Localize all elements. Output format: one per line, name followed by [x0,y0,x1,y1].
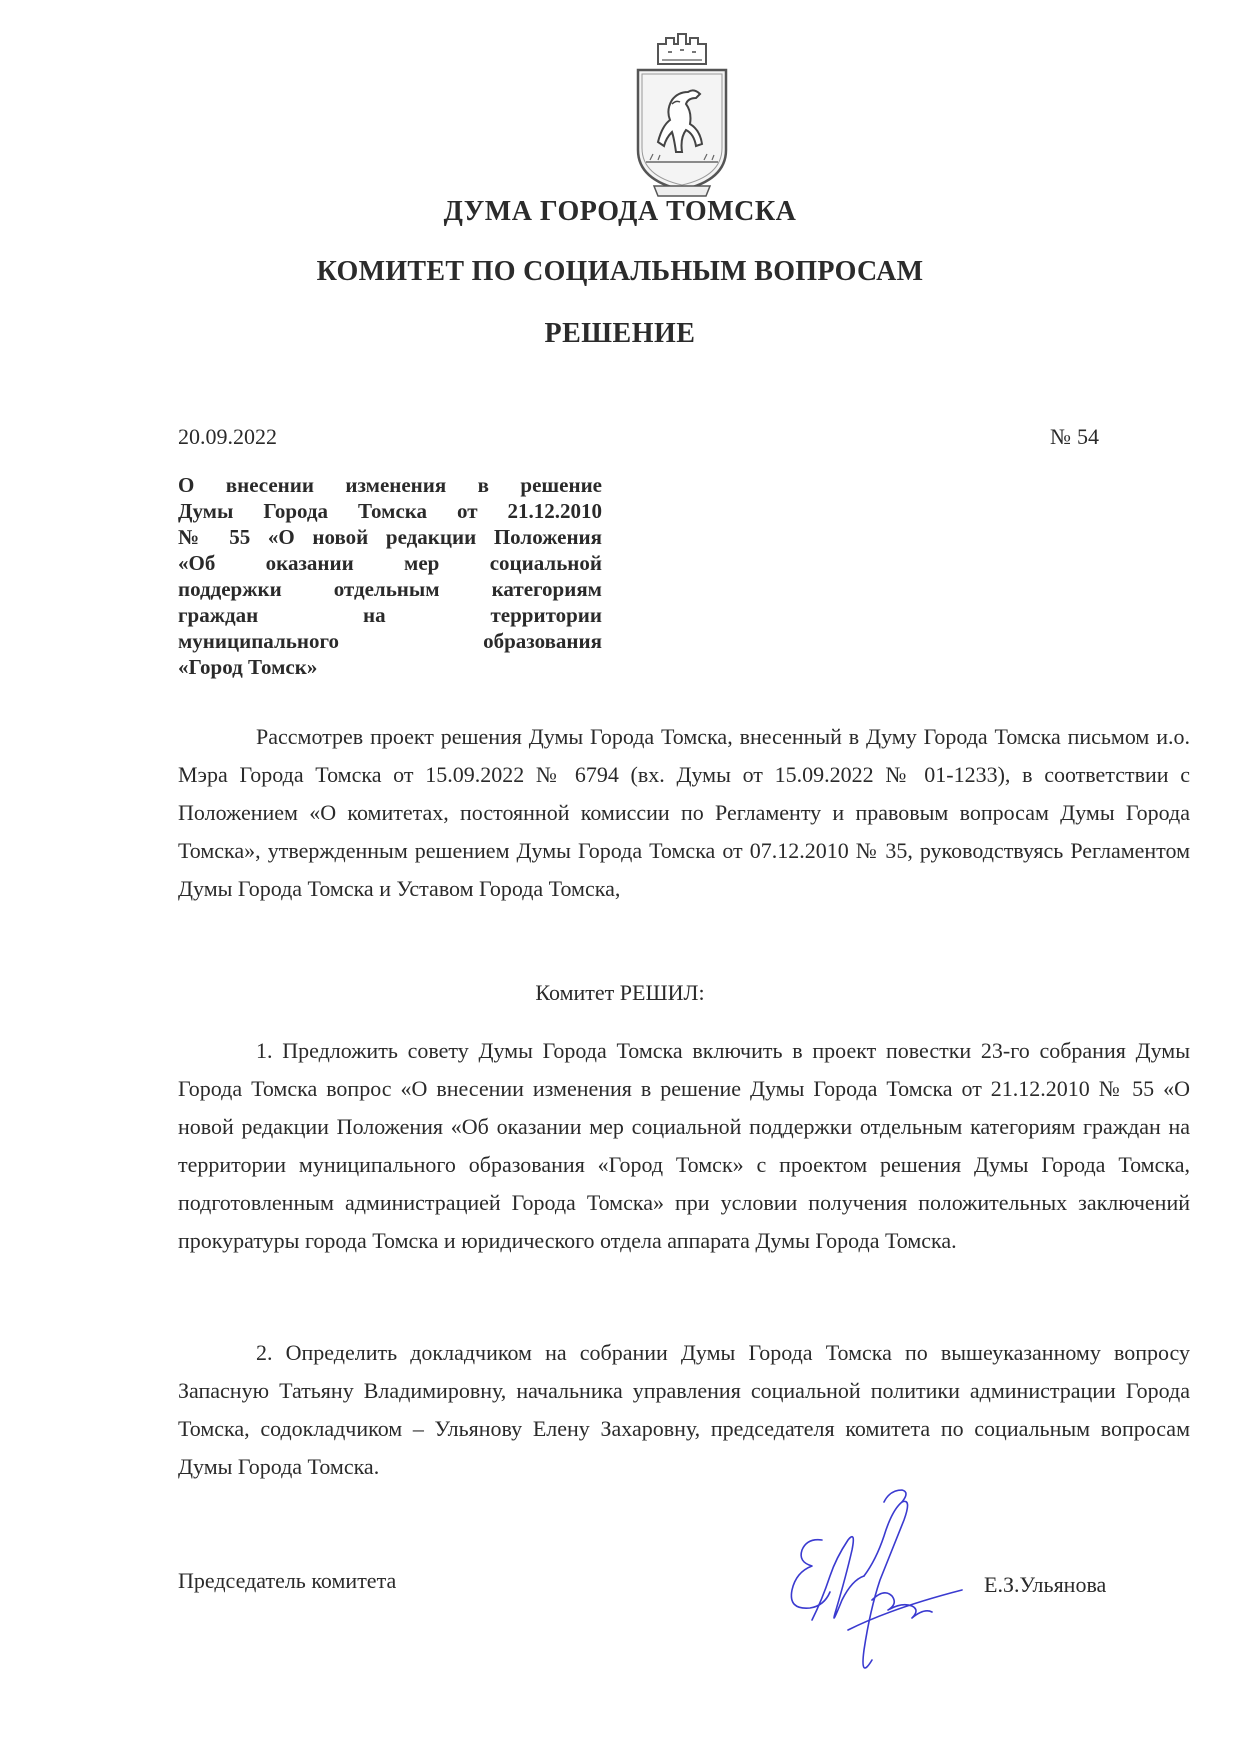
subject-line: «Об оказании мер социальной [178,551,602,575]
subject-line: граждан на территории [178,603,602,627]
decision-subject [178,472,602,680]
signatory-name: Е.З.Ульянова [984,1572,1107,1597]
resolution-item-2: 2. Определить докладчиком на собрании Думы Города Томска по вышеуказанному вопросу Запасную Татьяну Владимировну, начальника управления социальной политики администрации Города Томска, содокладчиком – Ульянову Елену Захаровну, председателя комитета по социальным вопросам Думы Города Томска. [178,1340,1190,1479]
signatory-position: Председатель комитета [178,1568,397,1593]
resolution-item-1: 1. Предложить совету Думы Города Томска включить в проект повестки 23-го собрания Думы Города Томска вопрос «О внесении изменения в решение Думы Города Томска от 21.12.2010 № 55 «О новой редакции Положения «Об оказании мер социальной поддержки отдельным категориям граждан на территории муниципального образования «Город Томск» с проектом решения Думы Города Томска, подготовленным администрацией Города Томска» при условии получения положительных заключений прокуратуры города Томска и юридического отдела аппарата Думы Города Томска. [178,1038,1190,1253]
document-number [1050,424,1099,450]
resolved-heading: Комитет РЕШИЛ: [535,980,705,1005]
number-sign: № [1050,424,1071,449]
subject-line: № 55 «О новой редакции Положения [178,525,602,549]
tomsk-coat-of-arms-logo [628,30,736,200]
subject-line: О внесении изменения в решение [178,473,602,497]
number-value: 54 [1077,424,1099,449]
document-type-title: РЕШЕНИЕ [544,318,696,349]
subject-line: «Город Томск» [178,655,318,679]
document-date: 20.09.2022 [178,424,277,449]
preamble-paragraph: Рассмотрев проект решения Думы Города Томска, внесенный в Думу Города Томска письмом и.о. Мэра Города Томска от 15.09.2022 № 6794 (вх. Думы от 15.09.2022 № 01-1233), в соответствии с Положением «О комитетах, постоянной комиссии по Регламенту и правовым вопросам Думы Города Томска», утвержденным решением Думы Города Томска от 07.12.2010 № 35, руководствуясь Регламентом Думы Города Томска и Уставом Города Томска, [178,724,1190,901]
subject-line: поддержки отдельным категориям [178,577,602,601]
subject-line: муниципального образования [178,629,602,653]
committee-title: КОМИТЕТ ПО СОЦИАЛЬНЫМ ВОПРОСАМ [316,256,924,287]
handwritten-signature [752,1480,972,1700]
subject-line: Думы Города Томска от 21.12.2010 [178,499,602,523]
organization-title: ДУМА ГОРОДА ТОМСКА [443,196,797,227]
